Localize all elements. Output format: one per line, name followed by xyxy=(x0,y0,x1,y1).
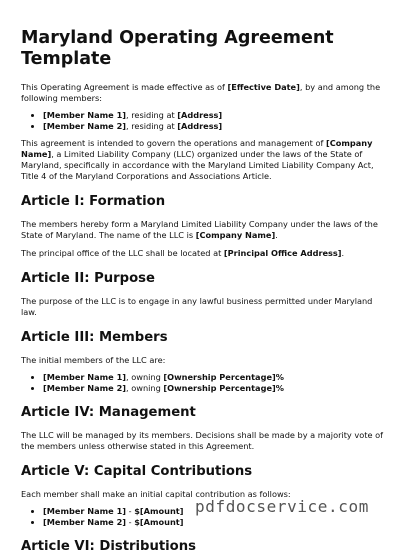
company-name-placeholder: [Company Name] xyxy=(21,138,373,159)
member-name-placeholder: [Member Name 2] xyxy=(43,120,127,131)
member-name-placeholder: [Member Name 1] xyxy=(43,372,127,382)
list-item xyxy=(43,517,385,528)
address-placeholder: [Address] xyxy=(177,120,223,131)
amount-placeholder: $[Amount] xyxy=(134,516,184,527)
governance-text-end: , a Limited Liability Company (LLC) organized under the laws of the State of Maryland, specifically in accordance with the Maryland Limited Liability Company Act, Title 4 of the Maryland Corporations and Associations Article. xyxy=(21,149,374,181)
member-name-placeholder: [Member Name 1] xyxy=(43,506,127,516)
article-1-heading: Article I: Formation xyxy=(21,194,166,209)
article-4-heading: Article IV: Management xyxy=(21,405,196,420)
document-page xyxy=(21,28,385,555)
article-1-text-2-end: . xyxy=(341,248,345,258)
list-item-text: , owning xyxy=(126,372,164,382)
list-item xyxy=(43,383,385,394)
article-1-text: The members hereby form a Maryland Limited Liability Company under the laws of the State of Maryland. The name of the LLC is xyxy=(21,219,378,240)
article-1-text-end: . xyxy=(275,230,278,240)
member-address-list xyxy=(21,110,385,131)
intro-text-end: , by and among the following members: xyxy=(21,82,381,103)
intro-paragraph xyxy=(21,82,385,104)
article-5-paragraph: Each member shall make an initial capital contribution as follows: xyxy=(21,489,291,499)
article-3-heading: Article III: Members xyxy=(21,330,168,345)
list-item xyxy=(43,121,385,132)
list-item xyxy=(43,110,385,121)
article-5-heading: Article V: Capital Contributions xyxy=(21,464,253,479)
principal-office-placeholder: [Principal Office Address] xyxy=(223,248,342,258)
article-6-heading: Article VI: Distributions xyxy=(21,539,196,554)
list-item-text: , owning xyxy=(126,382,164,393)
list-item xyxy=(43,372,385,383)
list-item-text: , residing at xyxy=(126,120,178,131)
effective-date-placeholder: [Effective Date] xyxy=(227,82,300,92)
list-item-text: , residing at xyxy=(126,110,178,120)
amount-placeholder: $[Amount] xyxy=(134,506,184,516)
article-2-heading: Article II: Purpose xyxy=(21,271,155,286)
article-1-text-2: The principal office of the LLC shall be located at xyxy=(21,248,224,258)
governance-text: This agreement is intended to govern the operations and management of xyxy=(21,138,326,148)
list-item-text: - xyxy=(126,516,135,527)
company-name-placeholder: [Company Name] xyxy=(195,230,276,240)
article-1-paragraph-1 xyxy=(21,219,385,241)
member-name-placeholder: [Member Name 1] xyxy=(43,110,127,120)
member-ownership-list xyxy=(21,372,385,393)
ownership-placeholder: [Ownership Percentage]% xyxy=(163,382,284,393)
article-1-paragraph-2 xyxy=(21,248,385,259)
governance-paragraph xyxy=(21,138,385,182)
ownership-placeholder: [Ownership Percentage]% xyxy=(163,372,284,382)
member-name-placeholder: [Member Name 2] xyxy=(43,516,127,527)
intro-text: This Operating Agreement is made effective as of xyxy=(21,82,228,92)
list-item-text: - xyxy=(126,506,135,516)
address-placeholder: [Address] xyxy=(177,110,223,120)
watermark: pdfdocservice.com xyxy=(195,497,369,516)
document-title: Maryland Operating Agreement Template xyxy=(21,28,334,69)
article-2-paragraph: The purpose of the LLC is to engage in any lawful business permitted under Maryland law. xyxy=(21,296,373,317)
member-name-placeholder: [Member Name 2] xyxy=(43,382,127,393)
article-4-paragraph: The LLC will be managed by its members. Decisions shall be made by a majority vote of the members unless otherwise stated in this Agreement. xyxy=(21,430,383,451)
article-3-paragraph: The initial members of the LLC are: xyxy=(21,355,166,365)
